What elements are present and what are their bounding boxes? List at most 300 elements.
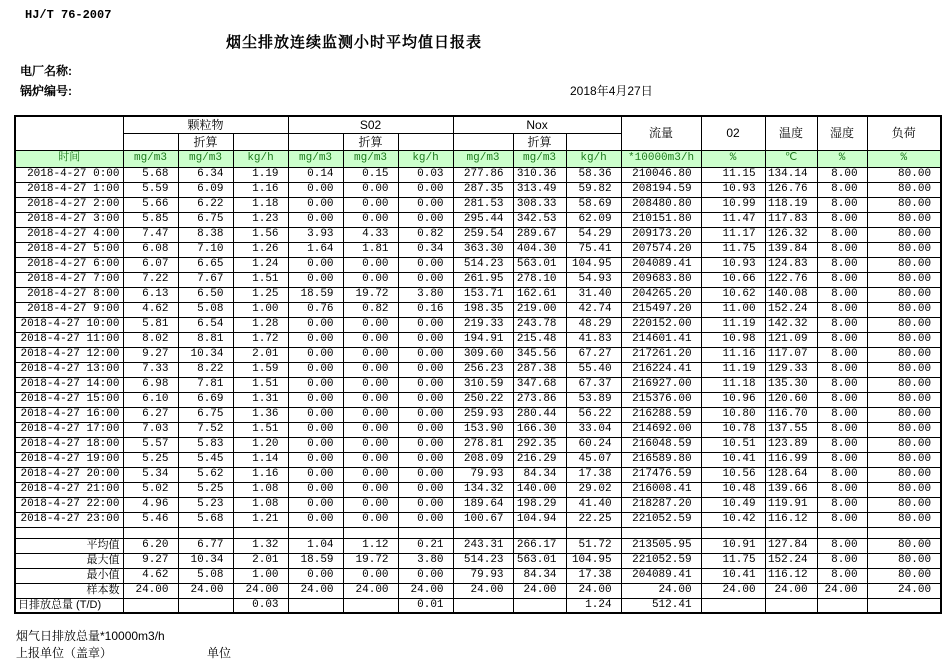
value-cell: 207574.20 (621, 242, 701, 257)
value-cell: 309.60 (453, 347, 513, 362)
header-units-row (15, 150, 941, 167)
value-cell: 10.66 (701, 272, 765, 287)
value-cell: 1.16 (233, 467, 288, 482)
value-cell: 292.35 (513, 437, 566, 452)
value-cell: 563.01 (513, 257, 566, 272)
value-cell: 8.00 (817, 317, 867, 332)
value-cell: 8.00 (817, 167, 867, 182)
value-cell: 259.93 (453, 407, 513, 422)
summary-value-cell: 8.00 (817, 568, 867, 583)
value-cell: 194.91 (453, 332, 513, 347)
value-cell: 204265.20 (621, 287, 701, 302)
value-cell: 5.83 (178, 437, 233, 452)
table-row (15, 407, 941, 422)
value-cell: 7.33 (123, 362, 178, 377)
value-cell: 514.23 (453, 257, 513, 272)
value-cell: 8.38 (178, 227, 233, 242)
value-cell: 6.50 (178, 287, 233, 302)
spacer-row (15, 527, 941, 538)
value-cell: 6.69 (178, 392, 233, 407)
value-cell: 8.00 (817, 257, 867, 272)
page-title: 烟尘排放连续监测小时平均值日报表 (226, 34, 483, 51)
time-cell: 2018-4-27 8:00 (15, 287, 123, 302)
value-cell: 11.19 (701, 362, 765, 377)
value-cell: 166.30 (513, 422, 566, 437)
value-cell: 162.61 (513, 287, 566, 302)
value-cell: 281.53 (453, 197, 513, 212)
value-cell: 216288.59 (621, 407, 701, 422)
value-cell: 121.09 (765, 332, 817, 347)
value-cell: 216927.00 (621, 377, 701, 392)
value-cell: 54.93 (566, 272, 621, 287)
time-cell: 2018-4-27 11:00 (15, 332, 123, 347)
value-cell: 8.00 (817, 302, 867, 317)
empty-cell (453, 527, 513, 538)
value-cell: 0.00 (398, 497, 453, 512)
value-cell: 8.02 (123, 332, 178, 347)
value-cell: 33.04 (566, 422, 621, 437)
unit-nox-kgh: kg/h (566, 150, 621, 167)
group-temperature: 温度 (765, 116, 817, 150)
value-cell: 1.28 (233, 317, 288, 332)
value-cell: 10.48 (701, 482, 765, 497)
value-cell: 198.29 (513, 497, 566, 512)
monitoring-table (14, 115, 942, 614)
value-cell: 0.00 (343, 512, 398, 527)
value-cell: 0.00 (398, 377, 453, 392)
time-cell: 2018-4-27 6:00 (15, 257, 123, 272)
value-cell: 134.32 (453, 482, 513, 497)
value-cell: 342.53 (513, 212, 566, 227)
value-cell: 0.00 (288, 197, 343, 212)
time-cell: 2018-4-27 21:00 (15, 482, 123, 497)
value-cell: 0.00 (398, 452, 453, 467)
pm-raw-spacer (123, 133, 178, 150)
value-cell: 0.00 (288, 512, 343, 527)
value-cell: 17.38 (566, 467, 621, 482)
value-cell: 124.83 (765, 257, 817, 272)
unit-so2-converted-mg: mg/m3 (343, 150, 398, 167)
time-cell: 2018-4-27 16:00 (15, 407, 123, 422)
value-cell: 8.00 (817, 452, 867, 467)
summary-value-cell: 24.00 (123, 583, 178, 598)
value-cell: 117.07 (765, 347, 817, 362)
value-cell: 1.18 (233, 197, 288, 212)
value-cell: 210046.80 (621, 167, 701, 182)
value-cell: 104.94 (513, 512, 566, 527)
value-cell: 217476.59 (621, 467, 701, 482)
table-row (15, 242, 941, 257)
summary-value-cell (178, 598, 233, 613)
unit-so2-mg: mg/m3 (288, 150, 343, 167)
value-cell: 10.49 (701, 497, 765, 512)
time-cell: 2018-4-27 18:00 (15, 437, 123, 452)
value-cell: 10.42 (701, 512, 765, 527)
summary-value-cell: 24.00 (701, 583, 765, 598)
value-cell: 4.96 (123, 497, 178, 512)
value-cell: 0.00 (288, 467, 343, 482)
summary-value-cell (343, 598, 398, 613)
value-cell: 11.75 (701, 242, 765, 257)
value-cell: 6.34 (178, 167, 233, 182)
value-cell: 310.59 (453, 377, 513, 392)
value-cell: 1.26 (233, 242, 288, 257)
value-cell: 8.00 (817, 227, 867, 242)
value-cell: 41.83 (566, 332, 621, 347)
table-row (15, 257, 941, 272)
table-row (15, 497, 941, 512)
value-cell: 11.19 (701, 317, 765, 332)
value-cell: 18.59 (288, 287, 343, 302)
value-cell: 11.47 (701, 212, 765, 227)
value-cell: 11.16 (701, 347, 765, 362)
value-cell: 216589.80 (621, 452, 701, 467)
table-row (15, 182, 941, 197)
value-cell: 210151.80 (621, 212, 701, 227)
value-cell: 0.03 (398, 167, 453, 182)
value-cell: 1.36 (233, 407, 288, 422)
time-cell: 2018-4-27 20:00 (15, 467, 123, 482)
summary-value-cell: 116.12 (765, 568, 817, 583)
time-cell: 2018-4-27 5:00 (15, 242, 123, 257)
value-cell: 208480.80 (621, 197, 701, 212)
value-cell: 0.00 (343, 212, 398, 227)
value-cell: 126.32 (765, 227, 817, 242)
value-cell: 217261.20 (621, 347, 701, 362)
empty-cell (817, 527, 867, 538)
summary-value-cell: 18.59 (288, 553, 343, 568)
value-cell: 0.00 (343, 482, 398, 497)
value-cell: 0.00 (343, 452, 398, 467)
value-cell: 1.56 (233, 227, 288, 242)
time-cell: 2018-4-27 15:00 (15, 392, 123, 407)
summary-value-cell: 243.31 (453, 538, 513, 553)
pm-converted-label: 折算 (178, 133, 233, 150)
value-cell: 80.00 (867, 242, 941, 257)
value-cell: 11.15 (701, 167, 765, 182)
value-cell: 129.33 (765, 362, 817, 377)
table-row (15, 167, 941, 182)
value-cell: 287.35 (453, 182, 513, 197)
value-cell: 0.00 (343, 197, 398, 212)
value-cell: 10.93 (701, 257, 765, 272)
time-cell: 2018-4-27 7:00 (15, 272, 123, 287)
value-cell: 8.00 (817, 482, 867, 497)
table-row (15, 287, 941, 302)
value-cell: 6.22 (178, 197, 233, 212)
value-cell: 0.00 (398, 272, 453, 287)
value-cell: 8.00 (817, 362, 867, 377)
summary-value-cell: 80.00 (867, 553, 941, 568)
table-row (15, 347, 941, 362)
value-cell: 80.00 (867, 497, 941, 512)
value-cell: 7.67 (178, 272, 233, 287)
value-cell: 0.00 (288, 392, 343, 407)
summary-value-cell: 1.12 (343, 538, 398, 553)
value-cell: 8.00 (817, 332, 867, 347)
value-cell: 8.00 (817, 197, 867, 212)
value-cell: 10.96 (701, 392, 765, 407)
value-cell: 8.00 (817, 212, 867, 227)
value-cell: 1.51 (233, 422, 288, 437)
value-cell: 60.24 (566, 437, 621, 452)
time-cell: 2018-4-27 1:00 (15, 182, 123, 197)
value-cell: 5.25 (123, 452, 178, 467)
value-cell: 80.00 (867, 287, 941, 302)
value-cell: 1.51 (233, 377, 288, 392)
value-cell: 313.49 (513, 182, 566, 197)
summary-row (15, 553, 941, 568)
value-cell: 0.00 (343, 467, 398, 482)
table-row (15, 302, 941, 317)
value-cell: 11.17 (701, 227, 765, 242)
summary-value-cell (817, 598, 867, 613)
value-cell: 140.08 (765, 287, 817, 302)
value-cell: 216224.41 (621, 362, 701, 377)
value-cell: 120.60 (765, 392, 817, 407)
value-cell: 80.00 (867, 332, 941, 347)
unit-pm-converted-mg: mg/m3 (178, 150, 233, 167)
unit-pm-kgh: kg/h (233, 150, 288, 167)
summary-value-cell: 24.00 (288, 583, 343, 598)
summary-value-cell: 24.00 (398, 583, 453, 598)
value-cell: 259.54 (453, 227, 513, 242)
table-row (15, 227, 941, 242)
summary-value-cell: 84.34 (513, 568, 566, 583)
summary-value-cell: 10.91 (701, 538, 765, 553)
empty-cell (621, 527, 701, 538)
nox-rate-spacer (566, 133, 621, 150)
value-cell: 215.48 (513, 332, 566, 347)
summary-value-cell (288, 598, 343, 613)
summary-value-cell: 4.62 (123, 568, 178, 583)
value-cell: 45.07 (566, 452, 621, 467)
time-cell: 2018-4-27 14:00 (15, 377, 123, 392)
summary-value-cell (513, 598, 566, 613)
summary-value-cell: 0.00 (398, 568, 453, 583)
summary-value-cell (867, 598, 941, 613)
summary-value-cell: 512.41 (621, 598, 701, 613)
summary-value-cell: 24.00 (453, 583, 513, 598)
unit-nox-mg: mg/m3 (453, 150, 513, 167)
summary-value-cell: 11.75 (701, 553, 765, 568)
summary-value-cell: 19.72 (343, 553, 398, 568)
value-cell: 5.68 (123, 167, 178, 182)
table-row (15, 332, 941, 347)
value-cell: 10.56 (701, 467, 765, 482)
value-cell: 62.09 (566, 212, 621, 227)
unit-label: 单位 (207, 646, 232, 660)
summary-value-cell: 152.24 (765, 553, 817, 568)
value-cell: 363.30 (453, 242, 513, 257)
summary-row (15, 568, 941, 583)
value-cell: 0.00 (343, 407, 398, 422)
value-cell: 80.00 (867, 197, 941, 212)
value-cell: 3.80 (398, 287, 453, 302)
value-cell: 152.24 (765, 302, 817, 317)
value-cell: 0.00 (398, 347, 453, 362)
value-cell: 4.33 (343, 227, 398, 242)
value-cell: 273.86 (513, 392, 566, 407)
time-column-header: 时间 (15, 150, 123, 167)
value-cell: 0.15 (343, 167, 398, 182)
value-cell: 116.99 (765, 452, 817, 467)
value-cell: 278.10 (513, 272, 566, 287)
value-cell: 208.09 (453, 452, 513, 467)
value-cell: 80.00 (867, 482, 941, 497)
empty-cell (566, 527, 621, 538)
value-cell: 0.00 (288, 362, 343, 377)
table-row (15, 317, 941, 332)
value-cell: 80.00 (867, 512, 941, 527)
summary-value-cell: 24.00 (621, 583, 701, 598)
value-cell: 80.00 (867, 392, 941, 407)
value-cell: 2.01 (233, 347, 288, 362)
unit-load-percent: % (867, 150, 941, 167)
value-cell: 140.00 (513, 482, 566, 497)
value-cell: 7.22 (123, 272, 178, 287)
value-cell: 22.25 (566, 512, 621, 527)
empty-cell (123, 527, 178, 538)
pm-rate-spacer (233, 133, 288, 150)
value-cell: 0.00 (343, 392, 398, 407)
value-cell: 8.00 (817, 422, 867, 437)
value-cell: 308.33 (513, 197, 566, 212)
summary-label: 最大值 (15, 553, 123, 568)
value-cell: 0.00 (288, 452, 343, 467)
summary-value-cell: 79.93 (453, 568, 513, 583)
summary-value-cell: 24.00 (513, 583, 566, 598)
value-cell: 54.29 (566, 227, 621, 242)
value-cell: 0.00 (398, 197, 453, 212)
value-cell: 10.41 (701, 452, 765, 467)
value-cell: 80.00 (867, 437, 941, 452)
time-cell: 2018-4-27 19:00 (15, 452, 123, 467)
value-cell: 79.93 (453, 467, 513, 482)
value-cell: 5.62 (178, 467, 233, 482)
value-cell: 404.30 (513, 242, 566, 257)
value-cell: 218287.20 (621, 497, 701, 512)
time-cell: 2018-4-27 10:00 (15, 317, 123, 332)
time-cell: 2018-4-27 0:00 (15, 167, 123, 182)
value-cell: 261.95 (453, 272, 513, 287)
summary-value-cell: 0.01 (398, 598, 453, 613)
value-cell: 208194.59 (621, 182, 701, 197)
summary-value-cell: 1.24 (566, 598, 621, 613)
summary-value-cell: 563.01 (513, 553, 566, 568)
value-cell: 53.89 (566, 392, 621, 407)
value-cell: 0.00 (343, 377, 398, 392)
value-cell: 139.66 (765, 482, 817, 497)
table-row (15, 197, 941, 212)
value-cell: 280.44 (513, 407, 566, 422)
summary-value-cell: 1.32 (233, 538, 288, 553)
value-cell: 5.02 (123, 482, 178, 497)
value-cell: 8.00 (817, 182, 867, 197)
empty-cell (867, 527, 941, 538)
value-cell: 214692.00 (621, 422, 701, 437)
value-cell: 80.00 (867, 317, 941, 332)
value-cell: 8.00 (817, 242, 867, 257)
value-cell: 1.16 (233, 182, 288, 197)
value-cell: 137.55 (765, 422, 817, 437)
summary-value-cell (453, 598, 513, 613)
summary-value-cell: 8.00 (817, 553, 867, 568)
value-cell: 209683.80 (621, 272, 701, 287)
value-cell: 117.83 (765, 212, 817, 227)
value-cell: 1.59 (233, 362, 288, 377)
standard-number: HJ/T 76-2007 (25, 8, 112, 22)
value-cell: 10.62 (701, 287, 765, 302)
value-cell: 216008.41 (621, 482, 701, 497)
value-cell: 5.85 (123, 212, 178, 227)
value-cell: 10.51 (701, 437, 765, 452)
value-cell: 80.00 (867, 452, 941, 467)
value-cell: 0.00 (288, 272, 343, 287)
value-cell: 0.00 (343, 317, 398, 332)
value-cell: 0.00 (398, 317, 453, 332)
unit-o2-percent: % (701, 150, 765, 167)
value-cell: 0.00 (398, 467, 453, 482)
value-cell: 0.00 (343, 182, 398, 197)
value-cell: 1.08 (233, 497, 288, 512)
summary-value-cell: 0.03 (233, 598, 288, 613)
summary-value-cell: 221052.59 (621, 553, 701, 568)
value-cell: 0.00 (398, 407, 453, 422)
value-cell: 3.93 (288, 227, 343, 242)
value-cell: 1.81 (343, 242, 398, 257)
value-cell: 84.34 (513, 467, 566, 482)
value-cell: 0.00 (398, 362, 453, 377)
flue-gas-daily-total-label: 烟气日排放总量*10000m3/h (16, 629, 165, 643)
summary-value-cell: 24.00 (566, 583, 621, 598)
value-cell: 80.00 (867, 302, 941, 317)
summary-value-cell: 24.00 (765, 583, 817, 598)
summary-value-cell (765, 598, 817, 613)
value-cell: 0.00 (288, 257, 343, 272)
table-row (15, 467, 941, 482)
nox-converted-label: 折算 (513, 133, 566, 150)
summary-value-cell: 2.01 (233, 553, 288, 568)
value-cell: 0.00 (343, 422, 398, 437)
value-cell: 0.00 (343, 272, 398, 287)
time-cell: 2018-4-27 17:00 (15, 422, 123, 437)
value-cell: 123.89 (765, 437, 817, 452)
summary-label: 日排放总量 (T/D) (15, 598, 123, 613)
value-cell: 6.54 (178, 317, 233, 332)
value-cell: 153.90 (453, 422, 513, 437)
table-row (15, 512, 941, 527)
table-row (15, 212, 941, 227)
empty-cell (765, 527, 817, 538)
value-cell: 59.82 (566, 182, 621, 197)
value-cell: 5.25 (178, 482, 233, 497)
summary-value-cell: 80.00 (867, 538, 941, 553)
value-cell: 0.00 (288, 407, 343, 422)
time-cell: 2018-4-27 12:00 (15, 347, 123, 362)
reporting-unit-label: 上报单位（盖章） (16, 646, 113, 660)
value-cell: 5.46 (123, 512, 178, 527)
value-cell: 75.41 (566, 242, 621, 257)
plant-name-label: 电厂名称: (20, 64, 72, 78)
value-cell: 10.99 (701, 197, 765, 212)
value-cell: 8.00 (817, 437, 867, 452)
summary-value-cell: 0.00 (288, 568, 343, 583)
value-cell: 216.29 (513, 452, 566, 467)
empty-cell (513, 527, 566, 538)
time-cell: 2018-4-27 22:00 (15, 497, 123, 512)
summary-value-cell: 0.21 (398, 538, 453, 553)
